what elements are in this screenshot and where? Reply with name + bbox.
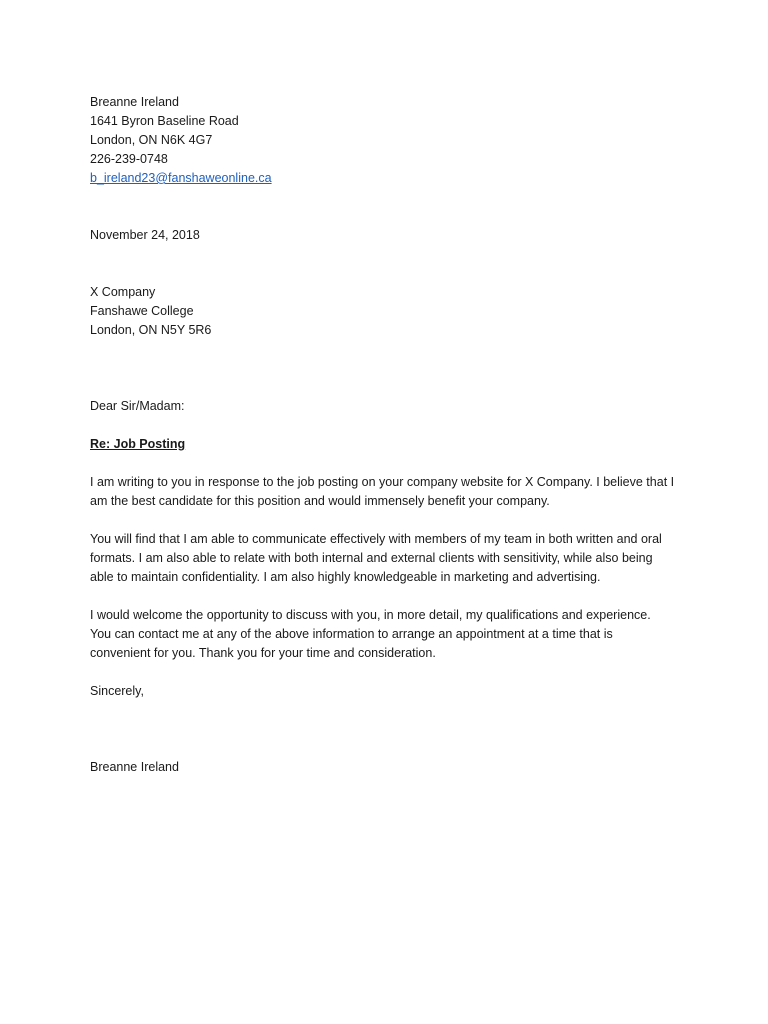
- recipient-city: London, ON N5Y 5R6: [90, 323, 212, 337]
- subject-line: Re: Job Posting: [90, 437, 186, 451]
- recipient-line2: Fanshawe College: [90, 304, 194, 318]
- sender-city: London, ON N6K 4G7: [90, 133, 213, 147]
- body-paragraph-2: You will find that I am able to communicate effectively with members of my team in both written and oral formats. I am also able to relate with both internal and external clients with sensitivity, while also being able to maintain confidentiality. I am also highly knowledgeable in marketing and advertising.: [90, 532, 662, 584]
- cover-letter: [90, 93, 680, 777]
- body-paragraph-1: I am writing to you in response to the job posting on your company website for X Company. I believe that I am the best candidate for this position and would immensely benefit your company.: [90, 475, 675, 508]
- body-paragraph-3: I would welcome the opportunity to discuss with you, in more detail, my qualifications and experience. You can contact me at any of the above information to arrange an appointment at a time that is convenient for you. Thank you for your time and consideration.: [90, 608, 651, 660]
- sender-email-link[interactable]: b_ireland23@fanshaweonline.ca: [90, 171, 272, 185]
- recipient-company: X Company: [90, 285, 156, 299]
- sender-name: Breanne Ireland: [90, 95, 179, 109]
- closing: Sincerely,: [90, 684, 144, 698]
- signature-name: Breanne Ireland: [90, 760, 179, 774]
- sender-address-block: [90, 93, 680, 188]
- sender-street: 1641 Byron Baseline Road: [90, 114, 239, 128]
- sender-phone: 226-239-0748: [90, 152, 168, 166]
- letter-date: November 24, 2018: [90, 228, 200, 242]
- recipient-address-block: [90, 283, 680, 340]
- salutation: Dear Sir/Madam:: [90, 399, 185, 413]
